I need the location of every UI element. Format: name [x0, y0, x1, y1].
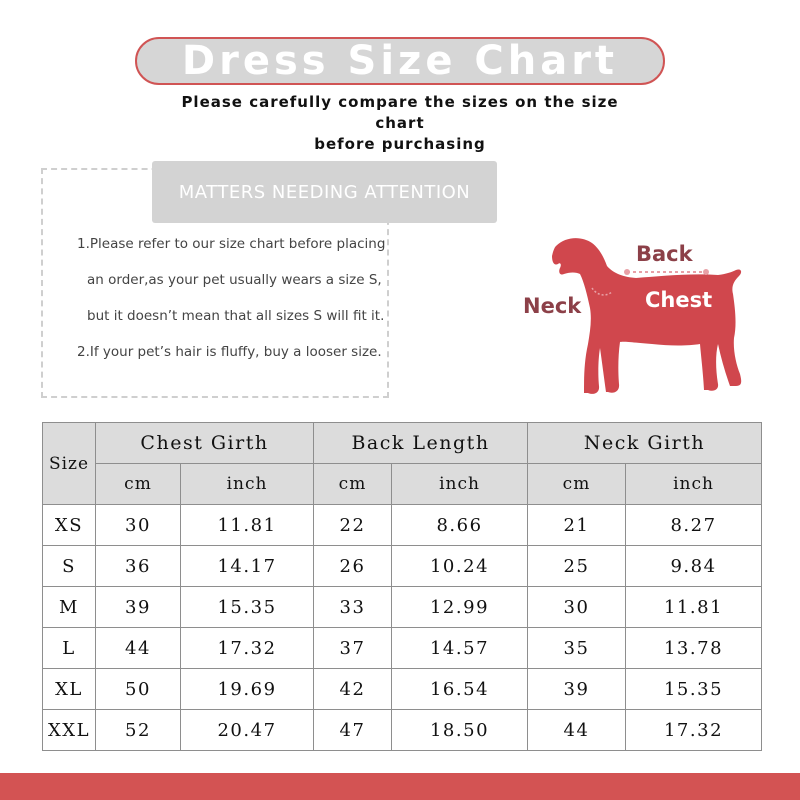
unit-header: cm: [314, 464, 392, 505]
table-row: [43, 628, 762, 669]
table-cell: 19.69: [181, 669, 314, 710]
table-cell: 36: [96, 546, 181, 587]
size-cell: S: [43, 546, 96, 587]
table-cell: 17.32: [181, 628, 314, 669]
page-title: Dress Size Chart: [181, 38, 619, 84]
table-cell: 9.84: [626, 546, 762, 587]
table-cell: 35: [528, 628, 626, 669]
size-cell: L: [43, 628, 96, 669]
table-row: [43, 710, 762, 751]
footer-bar: [0, 773, 800, 800]
unit-header: inch: [626, 464, 762, 505]
table-cell: 42: [314, 669, 392, 710]
table-row: [43, 669, 762, 710]
table-cell: 33: [314, 587, 392, 628]
notice-heading-banner: [152, 161, 497, 223]
back-length-header: Back Length: [314, 423, 528, 464]
subtitle-line-2: before purchasing: [314, 135, 486, 153]
table-cell: 11.81: [181, 505, 314, 546]
notice-line-2: an order,as your pet usually wears a size S,: [87, 272, 382, 288]
table-cell: 15.35: [626, 669, 762, 710]
table-cell: 14.57: [392, 628, 528, 669]
unit-header: inch: [181, 464, 314, 505]
chest-girth-header: Chest Girth: [96, 423, 314, 464]
table-cell: 8.27: [626, 505, 762, 546]
table-cell: 47: [314, 710, 392, 751]
subtitle-line-1: Please carefully compare the sizes on the size chart: [181, 93, 619, 132]
table-row: [43, 505, 762, 546]
dog-measurement-diagram: [520, 232, 770, 397]
table-cell: 30: [96, 505, 181, 546]
table-cell: 11.81: [626, 587, 762, 628]
table-cell: 20.47: [181, 710, 314, 751]
table-cell: 15.35: [181, 587, 314, 628]
size-cell: M: [43, 587, 96, 628]
table-cell: 50: [96, 669, 181, 710]
table-cell: 8.66: [392, 505, 528, 546]
table-cell: 16.54: [392, 669, 528, 710]
table-cell: 26: [314, 546, 392, 587]
table-cell: 39: [528, 669, 626, 710]
table-row: [43, 546, 762, 587]
table-cell: 22: [314, 505, 392, 546]
unit-header: cm: [528, 464, 626, 505]
notice-line-4: 2.If your pet’s hair is fluffy, buy a looser size.: [77, 344, 382, 360]
table-cell: 25: [528, 546, 626, 587]
back-label: Back: [636, 242, 693, 266]
notice-heading: MATTERS NEEDING ATTENTION: [178, 181, 471, 203]
size-header: Size: [43, 423, 96, 505]
size-cell: XXL: [43, 710, 96, 751]
notice-line-3: but it doesn’t mean that all sizes S will fit it.: [87, 308, 385, 324]
table-cell: 44: [528, 710, 626, 751]
size-cell: XS: [43, 505, 96, 546]
notice-line-1: 1.Please refer to our size chart before placing: [77, 236, 386, 252]
unit-header: cm: [96, 464, 181, 505]
table-cell: 17.32: [626, 710, 762, 751]
neck-label: Neck: [523, 294, 582, 318]
table-cell: 39: [96, 587, 181, 628]
size-cell: XL: [43, 669, 96, 710]
table-cell: 37: [314, 628, 392, 669]
table-cell: 13.78: [626, 628, 762, 669]
table-cell: 44: [96, 628, 181, 669]
unit-header: inch: [392, 464, 528, 505]
table-cell: 30: [528, 587, 626, 628]
table-row: [43, 587, 762, 628]
title-banner: [135, 37, 665, 85]
table-cell: 52: [96, 710, 181, 751]
subtitle: [160, 92, 640, 155]
table-cell: 10.24: [392, 546, 528, 587]
table-cell: 18.50: [392, 710, 528, 751]
table-cell: 21: [528, 505, 626, 546]
table-cell: 14.17: [181, 546, 314, 587]
neck-girth-header: Neck Girth: [528, 423, 762, 464]
size-table: [42, 422, 762, 751]
table-cell: 12.99: [392, 587, 528, 628]
chest-label: Chest: [645, 288, 713, 312]
